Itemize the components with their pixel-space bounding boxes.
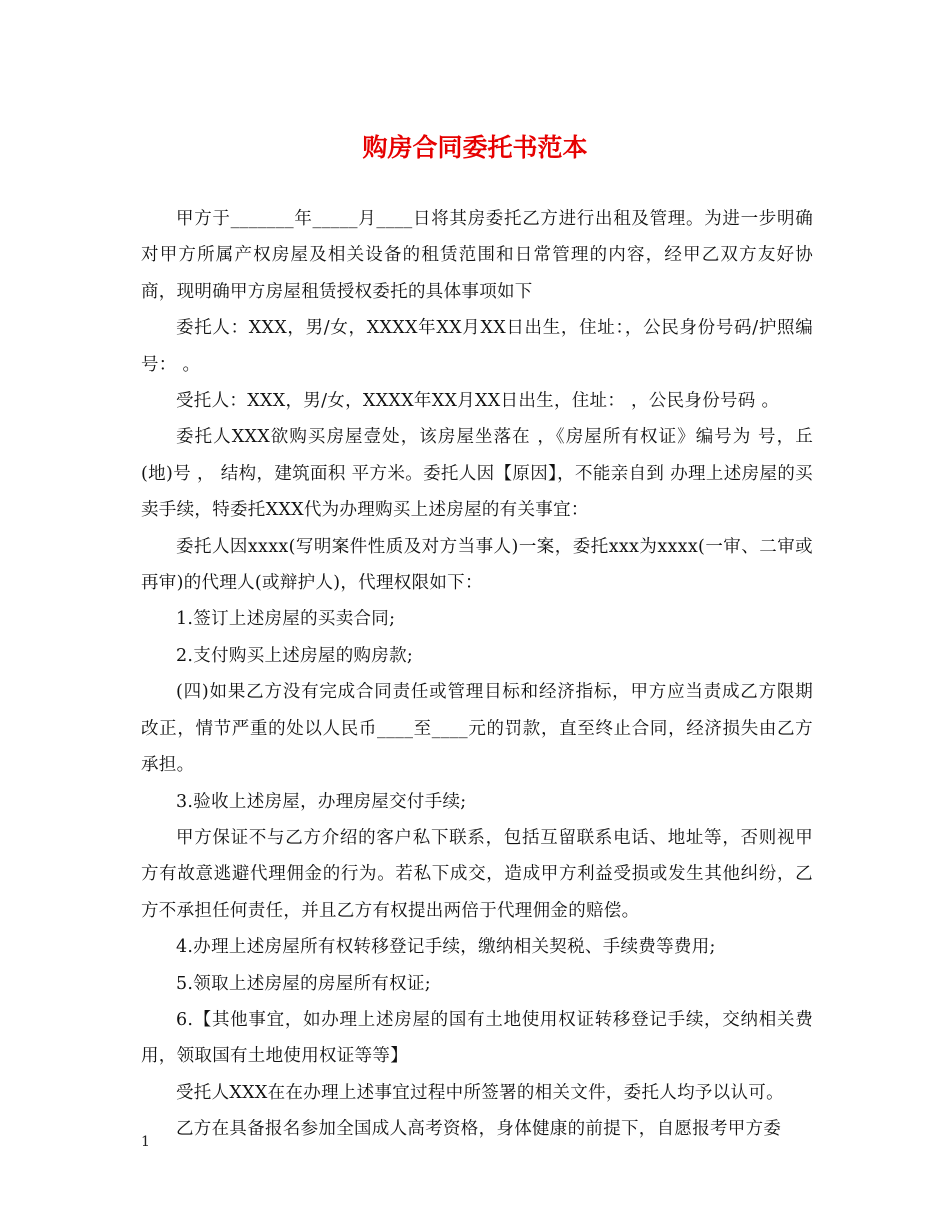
- paragraph-item-4: 4.办理上述房屋所有权转移登记手续，缴纳相关契税、手续费等费用;: [176, 937, 716, 958]
- paragraph-item-2: 2.支付购买上述房屋的购房款;: [176, 645, 414, 666]
- paragraph-item-6: 6.【其他事宜，如办理上述房屋的国有土地使用权证转移登记手续，交纳相关费用，领取国有土地使用权证等等】: [141, 1009, 813, 1067]
- paragraph-approval: 受托人XXX在在办理上述事宜过程中所签署的相关文件，委托人均予以认可。: [176, 1082, 784, 1103]
- paragraph-case: 委托人因xxxx(写明案件性质及对方当事人)一案，委托xxx为xxxx(一审、二审或再审)的代理人(或辩护人)，代理权限如下：: [141, 536, 813, 594]
- paragraph-item-1: 1.签订上述房屋的买卖合同;: [176, 609, 396, 630]
- paragraph-item-3: 3.验收上述房屋，办理房屋交付手续;: [176, 791, 467, 812]
- page-number: 1: [141, 1134, 150, 1150]
- paragraph-agent: 受托人：XXX，男/女，XXXX年XX月XX日出生，住址： ，公民身份号码 。: [176, 391, 780, 412]
- document-title: 购房合同委托书范本: [362, 133, 588, 162]
- paragraph-guarantee: 甲方保证不与乙方介绍的客户私下联系，包括互留联系电话、地址等，否则视甲方有故意逃避代理佣金的行为。若私下成交，造成甲方利益受损或发生其他纠纷，乙方不承担任何责任，并且乙方有权提出两倍于代理佣金的赔偿。: [141, 827, 813, 921]
- paragraph-clause-4: (四)如果乙方没有完成合同责任或管理目标和经济指标，甲方应当责成乙方限期改正，情节严重的处以人民币____至____元的罚款，直至终止合同，经济损失由乙方承担。: [141, 682, 813, 776]
- document-body: [141, 201, 813, 1148]
- paragraph-property: 委托人XXX欲购买房屋壹处，该房屋坐落在 ，《房屋所有权证》编号为 号，丘(地)号 ， 结构，建筑面积 平方米。委托人因【原因】，不能亲自到 办理上述房屋的买卖手续，特委托XXX代为办理购买上述房屋的有关事宜：: [141, 427, 813, 521]
- paragraph-principal: 委托人：XXX，男/女，XXXX年XX月XX日出生，住址：，公民身份号码/护照编号： 。: [141, 318, 813, 375]
- paragraph-enrollment: 乙方在具备报名参加全国成人高考资格，身体健康的前提下，自愿报考甲方委: [176, 1119, 782, 1140]
- paragraph-intro: 甲方于_______年_____月____日将其房委托乙方进行出租及管理。为进一步明确对甲方所属产权房屋及相关设备的租赁范围和日常管理的内容，经甲乙双方友好协商，现明确甲方房屋租赁授权委托的具体事项如下: [141, 209, 813, 302]
- paragraph-item-5: 5.领取上述房屋的房屋所有权证;: [176, 973, 431, 994]
